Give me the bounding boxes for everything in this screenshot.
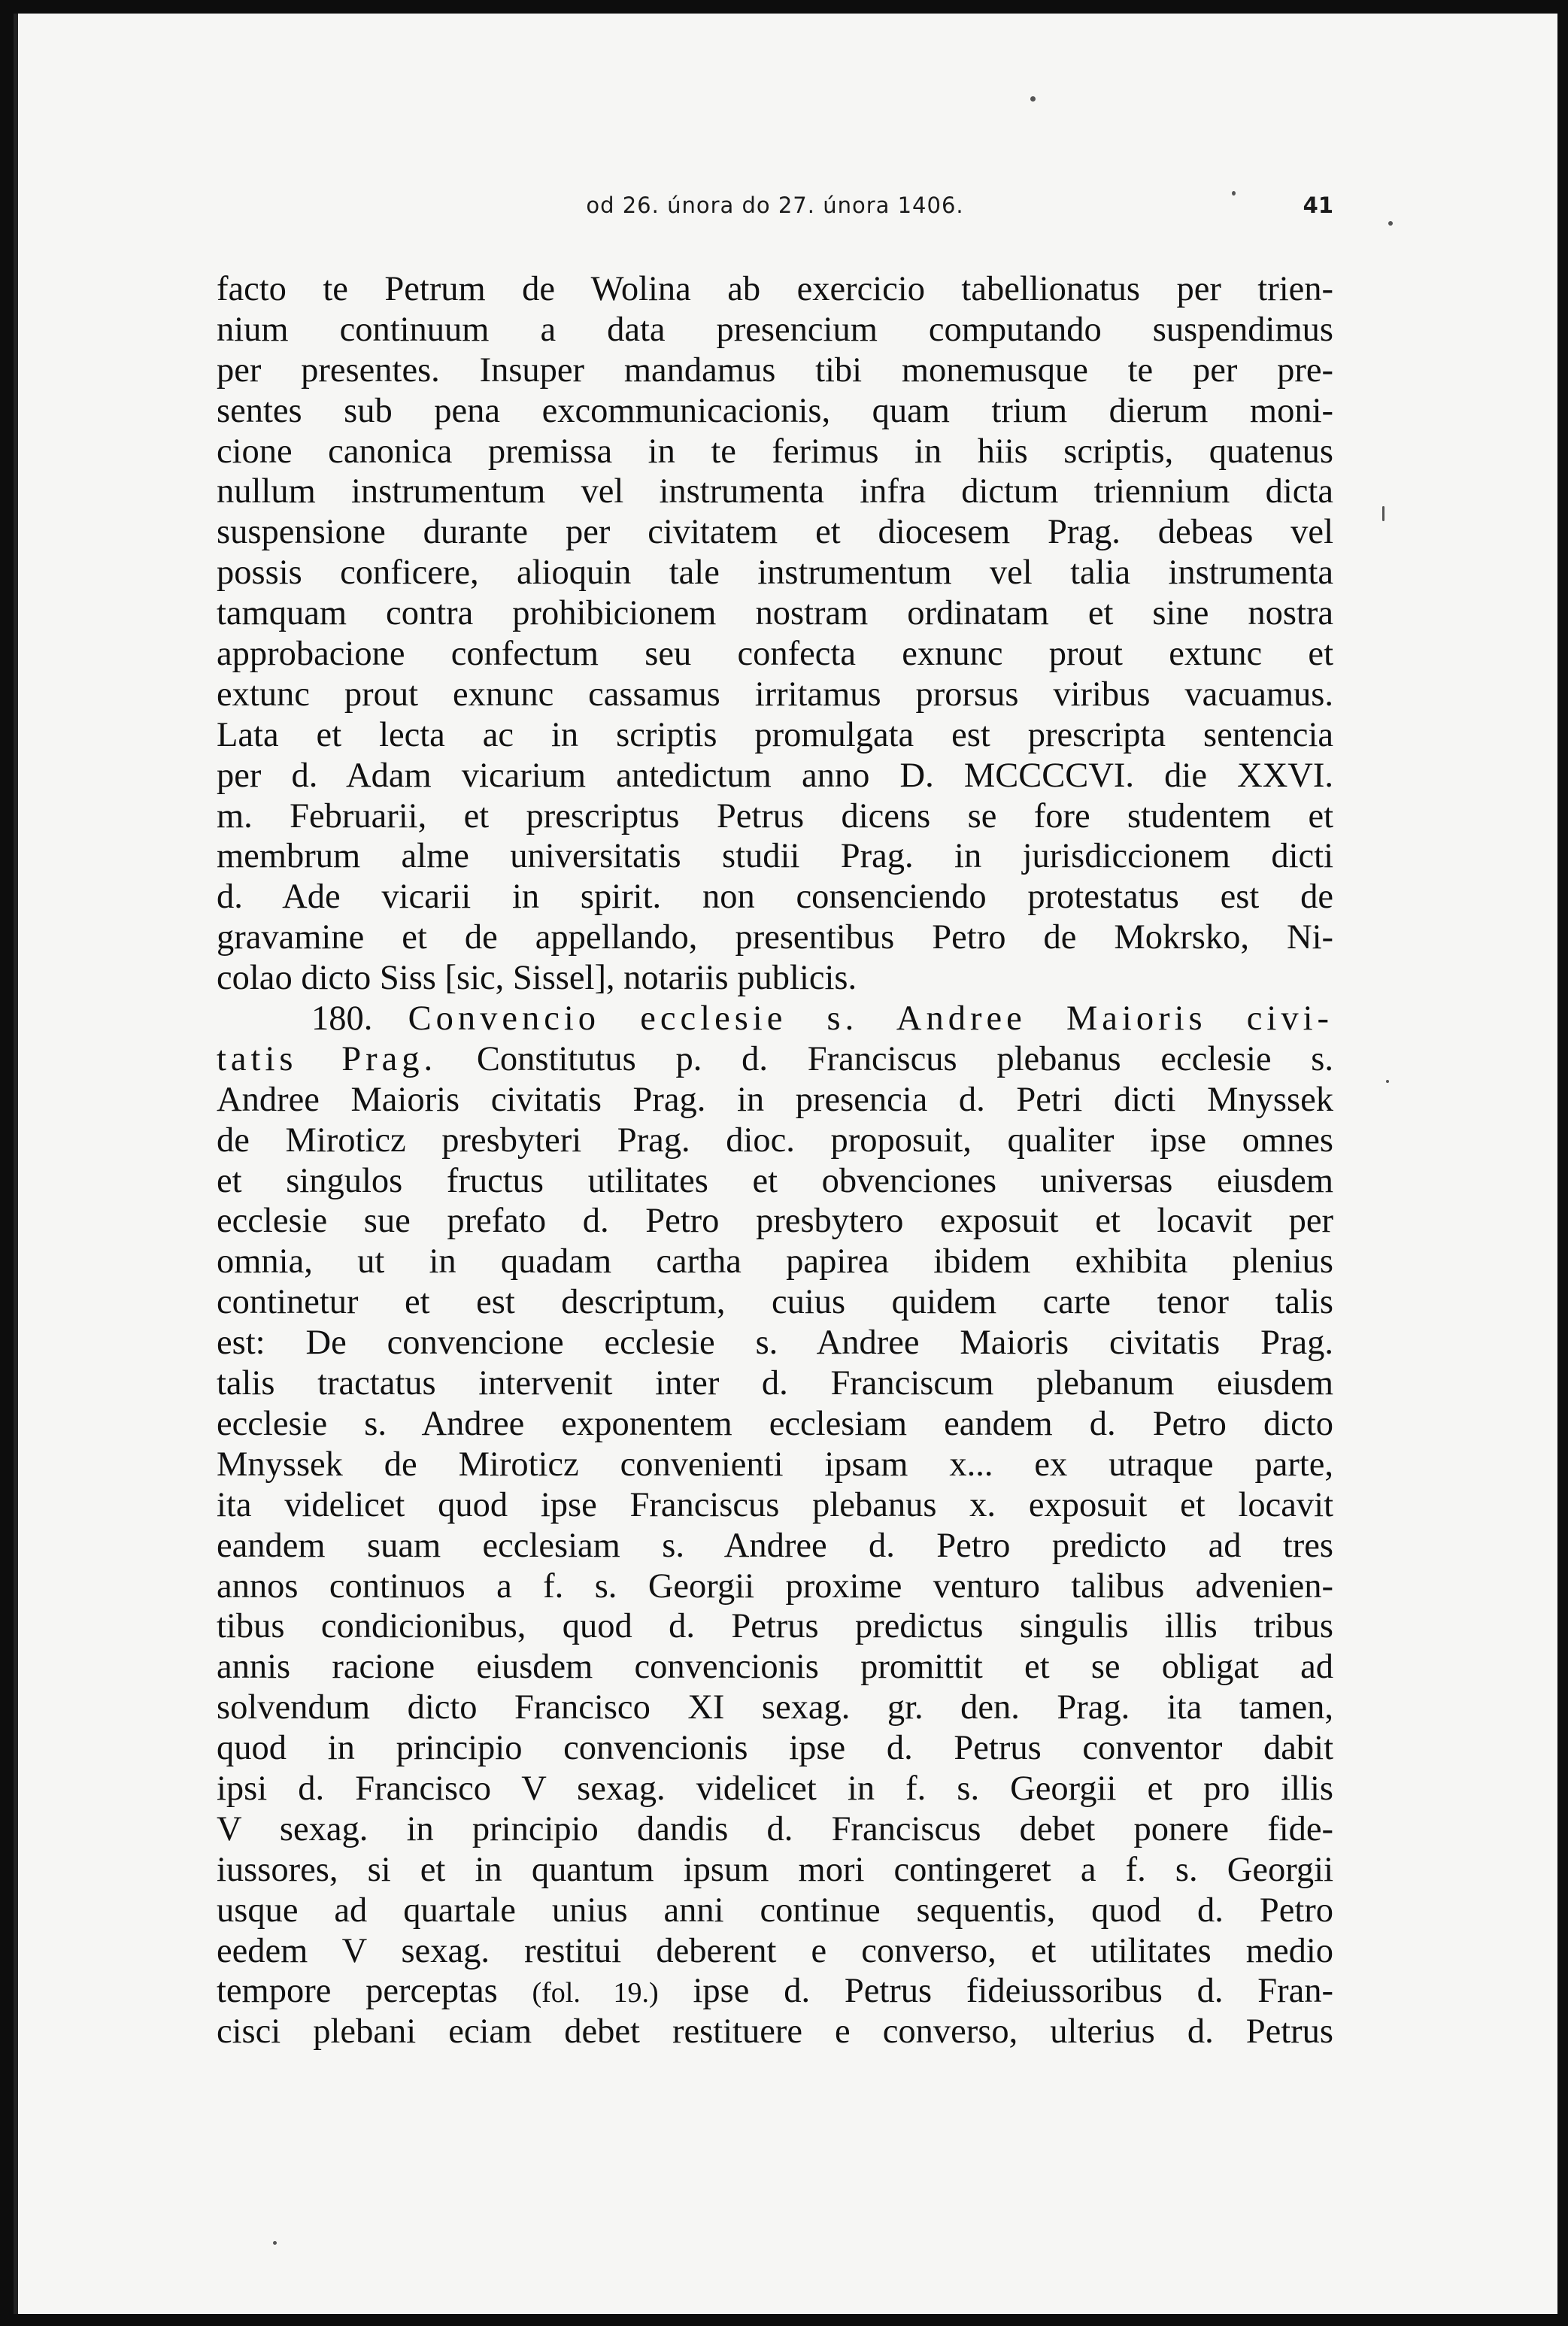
entry-title-cont: tatis Prag. — [217, 1039, 438, 1078]
text-line: continetur et est descriptum, cuius quidem carte tenor talis — [217, 1283, 1333, 1322]
entry-text: Constitutus p. d. Franciscus plebanus ecclesie s. — [476, 1039, 1333, 1078]
text-line: tibus condicionibus, quod d. Petrus predictus singulis illis tribus — [217, 1607, 1333, 1646]
text-line: extunc prout exnunc cassamus irritamus prorsus viribus vacuamus. — [217, 675, 1333, 714]
text-line: Lata et lecta ac in scriptis promulgata est prescripta sentencia — [217, 715, 1333, 754]
text-line: facto te Petrum de Wolina ab exercicio tabellionatus per trien- — [217, 270, 1333, 308]
text-line: talis tractatus intervenit inter d. Franciscum plebanum eiusdem — [217, 1364, 1333, 1403]
body-text — [217, 269, 1333, 2052]
text-line: cione canonica premissa in te ferimus in hiis scriptis, quatenus — [217, 432, 1333, 471]
text-segment: tempore perceptas — [217, 1972, 498, 2011]
text-line: est: De convencione ecclesie s. Andree Maioris civitatis Prag. — [217, 1324, 1333, 1363]
text-line: nium continuum a data presencium computando suspendimus — [217, 310, 1333, 349]
text-line: de Miroticz presbyteri Prag. dioc. proposuit, qualiter ipse omnes — [217, 1121, 1333, 1160]
text-line: colao dicto Siss [sic, Sissel], notariis publicis. — [217, 959, 857, 998]
entry-heading-line — [217, 999, 1333, 1039]
folio-note: (fol. 19.) — [532, 1977, 659, 2009]
text-line: approbacione confectum seu confecta exnunc prout extunc et — [217, 635, 1333, 674]
text-line: m. Februarii, et prescriptus Petrus dicens se fore studentem et — [217, 796, 1333, 835]
entry-number: 180. — [311, 999, 373, 1039]
text-line: ecclesie sue prefato d. Petro presbytero exposuit et locavit per — [217, 1202, 1333, 1241]
text-line: ita videlicet quod ipse Franciscus plebanus x. exposuit et locavit — [217, 1485, 1333, 1524]
speck-4 — [1382, 506, 1385, 521]
text-line: Andree Maioris civitatis Prag. in presencia d. Petri dicti Mnyssek — [217, 1080, 1333, 1119]
speck-3 — [1388, 221, 1393, 226]
text-line: quod in principio convencionis ipse d. Petrus conventor dabit — [217, 1729, 1333, 1768]
page-edge-rule — [14, 14, 18, 2314]
scanned-page — [14, 14, 1557, 2314]
text-line: annis racione eiusdem convencionis promittit et se obligat ad — [217, 1648, 1333, 1687]
text-line: tamquam contra prohibicionem nostram ordinatam et sine nostra — [217, 594, 1333, 633]
text-line: iussores, si et in quantum ipsum mori contingeret a f. s. Georgii — [217, 1850, 1333, 1889]
speck-1 — [1030, 96, 1036, 102]
running-header — [217, 193, 1333, 230]
text-line: et singulos fructus utilitates et obvenciones universas eiusdem — [217, 1161, 1333, 1200]
text-line: eandem suam ecclesiam s. Andree d. Petro predicto ad tres — [217, 1526, 1333, 1565]
text-line: V sexag. in principio dandis d. Franciscus debet ponere fide- — [217, 1809, 1333, 1848]
text-line: usque ad quartale unius anni continue sequentis, quod d. Petro — [217, 1891, 1333, 1930]
text-line: d. Ade vicarii in spirit. non consenciendo protestatus est de — [217, 878, 1333, 917]
text-line: gravamine et de appellando, presentibus Petro de Mokrsko, Ni- — [217, 918, 1333, 957]
text-line: per d. Adam vicarium antedictum anno D. MCCCCVI. die XXVI. — [217, 756, 1333, 795]
text-line: cisci plebani eciam debet restituere e converso, ulterius d. Petrus — [217, 2012, 1333, 2052]
speck-5 — [273, 2241, 277, 2245]
speck-6 — [1386, 1080, 1389, 1083]
entry-title: Convencio ecclesie s. Andree Maioris civi- — [408, 999, 1333, 1039]
text-line: sentes sub pena excommunicacionis, quam trium dierum moni- — [217, 391, 1333, 430]
text-line: annos continuos a f. s. Georgii proxime venturo talibus advenien- — [217, 1566, 1333, 1606]
text-line: Mnyssek de Miroticz convenienti ipsam x... ex utraque parte, — [217, 1445, 1333, 1484]
text-line: suspensione durante per civitatem et diocesem Prag. debeas vel — [217, 513, 1333, 552]
text-line: nullum instrumentum vel instrumenta infra dictum triennium dicta — [217, 472, 1333, 511]
text-line: ipsi d. Francisco V sexag. videlicet in f. s. Georgii et pro illis — [217, 1769, 1333, 1808]
text-line: possis conficere, alioquin tale instrumentum vel talia instrumenta — [217, 553, 1333, 593]
page-number: 41 — [1303, 193, 1333, 218]
text-line: per presentes. Insuper mandamus tibi monemusque te per pre- — [217, 350, 1333, 390]
text-line: eedem V sexag. restitui deberent e converso, et utilitates medio — [217, 1931, 1333, 1970]
text-line: omnia, ut in quadam cartha papirea ibidem exhibita plenius — [217, 1242, 1333, 1281]
text-segment: ipse d. Petrus fideiussoribus d. Fran- — [693, 1972, 1333, 2011]
text-line: solvendum dicto Francisco XI sexag. gr. den. Prag. ita tamen, — [217, 1688, 1333, 1727]
running-title: od 26. února do 27. února 1406. — [586, 193, 964, 218]
text-line — [217, 1971, 1333, 2012]
text-line: ecclesie s. Andree exponentem ecclesiam eandem d. Petro dicto — [217, 1404, 1333, 1443]
text-line — [217, 1039, 1333, 1080]
text-line: membrum alme universitatis studii Prag. in jurisdiccionem dicti — [217, 837, 1333, 876]
